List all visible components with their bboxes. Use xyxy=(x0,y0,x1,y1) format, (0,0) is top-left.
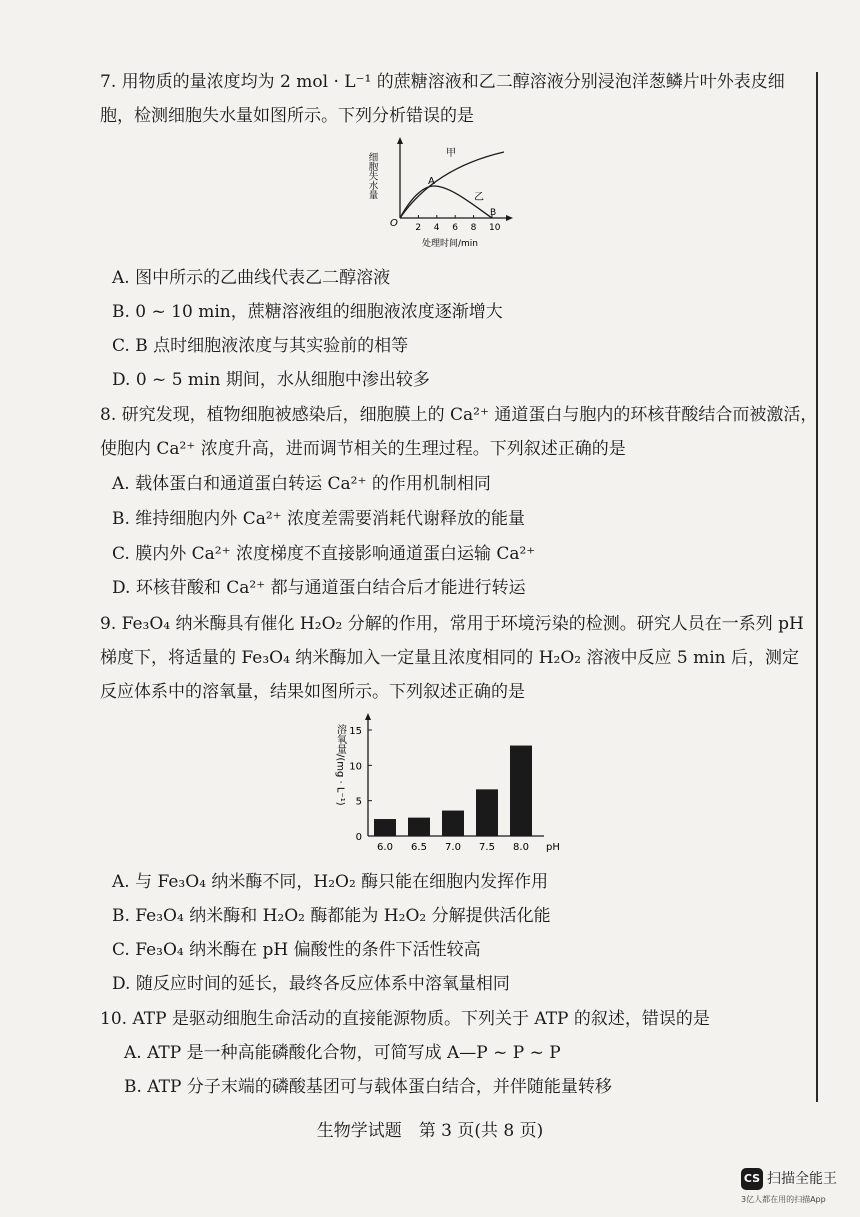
x-tick-label: 4 xyxy=(433,223,440,233)
q9-option-d[interactable]: D. 随反应时间的延长，最终各反应体系中溶氧量相同 xyxy=(112,974,510,994)
bar-x-axis-label: pH xyxy=(546,842,560,853)
q8-option-a[interactable]: A. 载体蛋白和通道蛋白转运 Ca²⁺ 的作用机制相同 xyxy=(112,474,491,494)
bar-y-axis-arrow xyxy=(365,713,371,720)
q7-option-b[interactable]: B. 0 ~ 10 min，蔗糖溶液组的细胞液浓度逐渐增大 xyxy=(112,302,503,322)
q9-stem-line3: 反应体系中的溶氧量，结果如图所示。下列叙述正确的是 xyxy=(100,682,525,702)
x-tick-label: 6 xyxy=(452,223,458,233)
q10-option-a[interactable]: A. ATP 是一种高能磷酸化合物，可简写成 A—P ~ P ~ P xyxy=(124,1043,561,1063)
q8-option-d[interactable]: D. 环核苷酸和 Ca²⁺ 都与通道蛋白结合后才能进行转运 xyxy=(112,578,526,598)
q7-stem-line2: 胞，检测细胞失水量如图所示。下列分析错误的是 xyxy=(100,106,474,126)
bar-y-tick-label: 5 xyxy=(355,796,362,808)
scanner-badge xyxy=(741,1160,856,1212)
q9-option-c[interactable]: C. Fe₃O₄ 纳米酶在 pH 偏酸性的条件下活性较高 xyxy=(112,940,481,960)
page-footer: 生物学试题 第 3 页(共 8 页) xyxy=(316,1121,544,1141)
bar-8.0 xyxy=(510,746,532,836)
margin-line xyxy=(816,72,818,1102)
q10-option-b[interactable]: B. ATP 分子末端的磷酸基团可与载体蛋白结合，并伴随能量转移 xyxy=(124,1077,612,1097)
y-axis-arrow xyxy=(397,137,403,144)
x-tick-label: 8 xyxy=(470,223,477,233)
y-axis-label: 细胞失水量 xyxy=(366,152,378,200)
label-yi: 乙 xyxy=(474,192,484,203)
bar-y-tick-label: 0 xyxy=(355,832,362,843)
q9-bar-chart xyxy=(326,712,566,862)
x-axis-label: 处理时间/min xyxy=(422,239,479,249)
q10-stem: 10. ATP 是驱动细胞生命活动的直接能源物质。下列关于 ATP 的叙述，错误的是 xyxy=(100,1009,710,1029)
bar-7.0 xyxy=(442,811,464,836)
q8-stem-line1: 8. 研究发现，植物细胞被感染后，细胞膜上的 Ca²⁺ 通道蛋白与胞内的环核苷酸结合而被激活， xyxy=(100,405,818,425)
q9-option-a[interactable]: A. 与 Fe₃O₄ 纳米酶不同，H₂O₂ 酶只能在细胞内发挥作用 xyxy=(112,872,549,892)
camscanner-logo-icon: CS xyxy=(741,1168,763,1190)
q9-stem-line2: 梯度下，将适量的 Fe₃O₄ 纳米酶加入一定量且浓度相同的 H₂O₂ 溶液中反应 5 min 后，测定 xyxy=(100,648,800,668)
label-A: A xyxy=(428,176,435,187)
bar-y-axis-label: 溶氧量/(mg · L⁻¹) xyxy=(334,724,346,806)
q7-option-d[interactable]: D. 0 ~ 5 min 期间，水从细胞中渗出较多 xyxy=(112,370,430,390)
q9-option-b[interactable]: B. Fe₃O₄ 纳米酶和 H₂O₂ 酶都能为 H₂O₂ 分解提供活化能 xyxy=(112,906,551,926)
x-tick-label: 2 xyxy=(415,223,422,233)
label-jia: 甲 xyxy=(446,148,456,159)
q8-option-b[interactable]: B. 维持细胞内外 Ca²⁺ 浓度差需要消耗代谢释放的能量 xyxy=(112,509,526,529)
curve-jia xyxy=(400,152,504,218)
bar-x-tick-label: 6.0 xyxy=(377,842,393,853)
bar-6.0 xyxy=(374,819,396,836)
bar-y-tick-label: 10 xyxy=(349,761,362,773)
origin-label: O xyxy=(390,218,398,229)
bar-x-tick-label: 7.5 xyxy=(479,842,495,853)
q9-stem-line1: 9. Fe₃O₄ 纳米酶具有催化 H₂O₂ 分解的作用，常用于环境污染的检测。研究人员在一系列 pH xyxy=(100,614,804,634)
q7-option-a[interactable]: A. 图中所示的乙曲线代表乙二醇溶液 xyxy=(112,268,391,288)
bar-7.5 xyxy=(476,789,498,836)
q7-option-c[interactable]: C. B 点时细胞液浓度与其实验前的相等 xyxy=(112,336,409,356)
x-tick-label: 10 xyxy=(489,223,501,233)
bar-6.5 xyxy=(408,818,430,836)
bar-x-tick-label: 6.5 xyxy=(411,842,427,853)
q8-option-c[interactable]: C. 膜内外 Ca²⁺ 浓度梯度不直接影响通道蛋白运输 Ca²⁺ xyxy=(112,544,536,564)
bar-y-tick-label: 15 xyxy=(349,726,362,737)
badge-tagline: 3亿人都在用的扫描App xyxy=(741,1195,826,1204)
q7-figure xyxy=(362,134,522,254)
bar-x-tick-label: 7.0 xyxy=(445,842,461,853)
bar-x-tick-label: 8.0 xyxy=(513,842,529,853)
q8-stem-line2: 使胞内 Ca²⁺ 浓度升高，进而调节相关的生理过程。下列叙述正确的是 xyxy=(100,439,626,459)
x-axis-arrow xyxy=(506,215,513,221)
q7-stem-line1: 7. 用物质的量浓度均为 2 mol · L⁻¹ 的蔗糖溶液和乙二醇溶液分别浸泡洋葱鳞片叶外表皮细 xyxy=(100,72,785,92)
badge-app-name: 扫描全能王 xyxy=(767,1171,837,1187)
label-B: B xyxy=(490,208,497,218)
